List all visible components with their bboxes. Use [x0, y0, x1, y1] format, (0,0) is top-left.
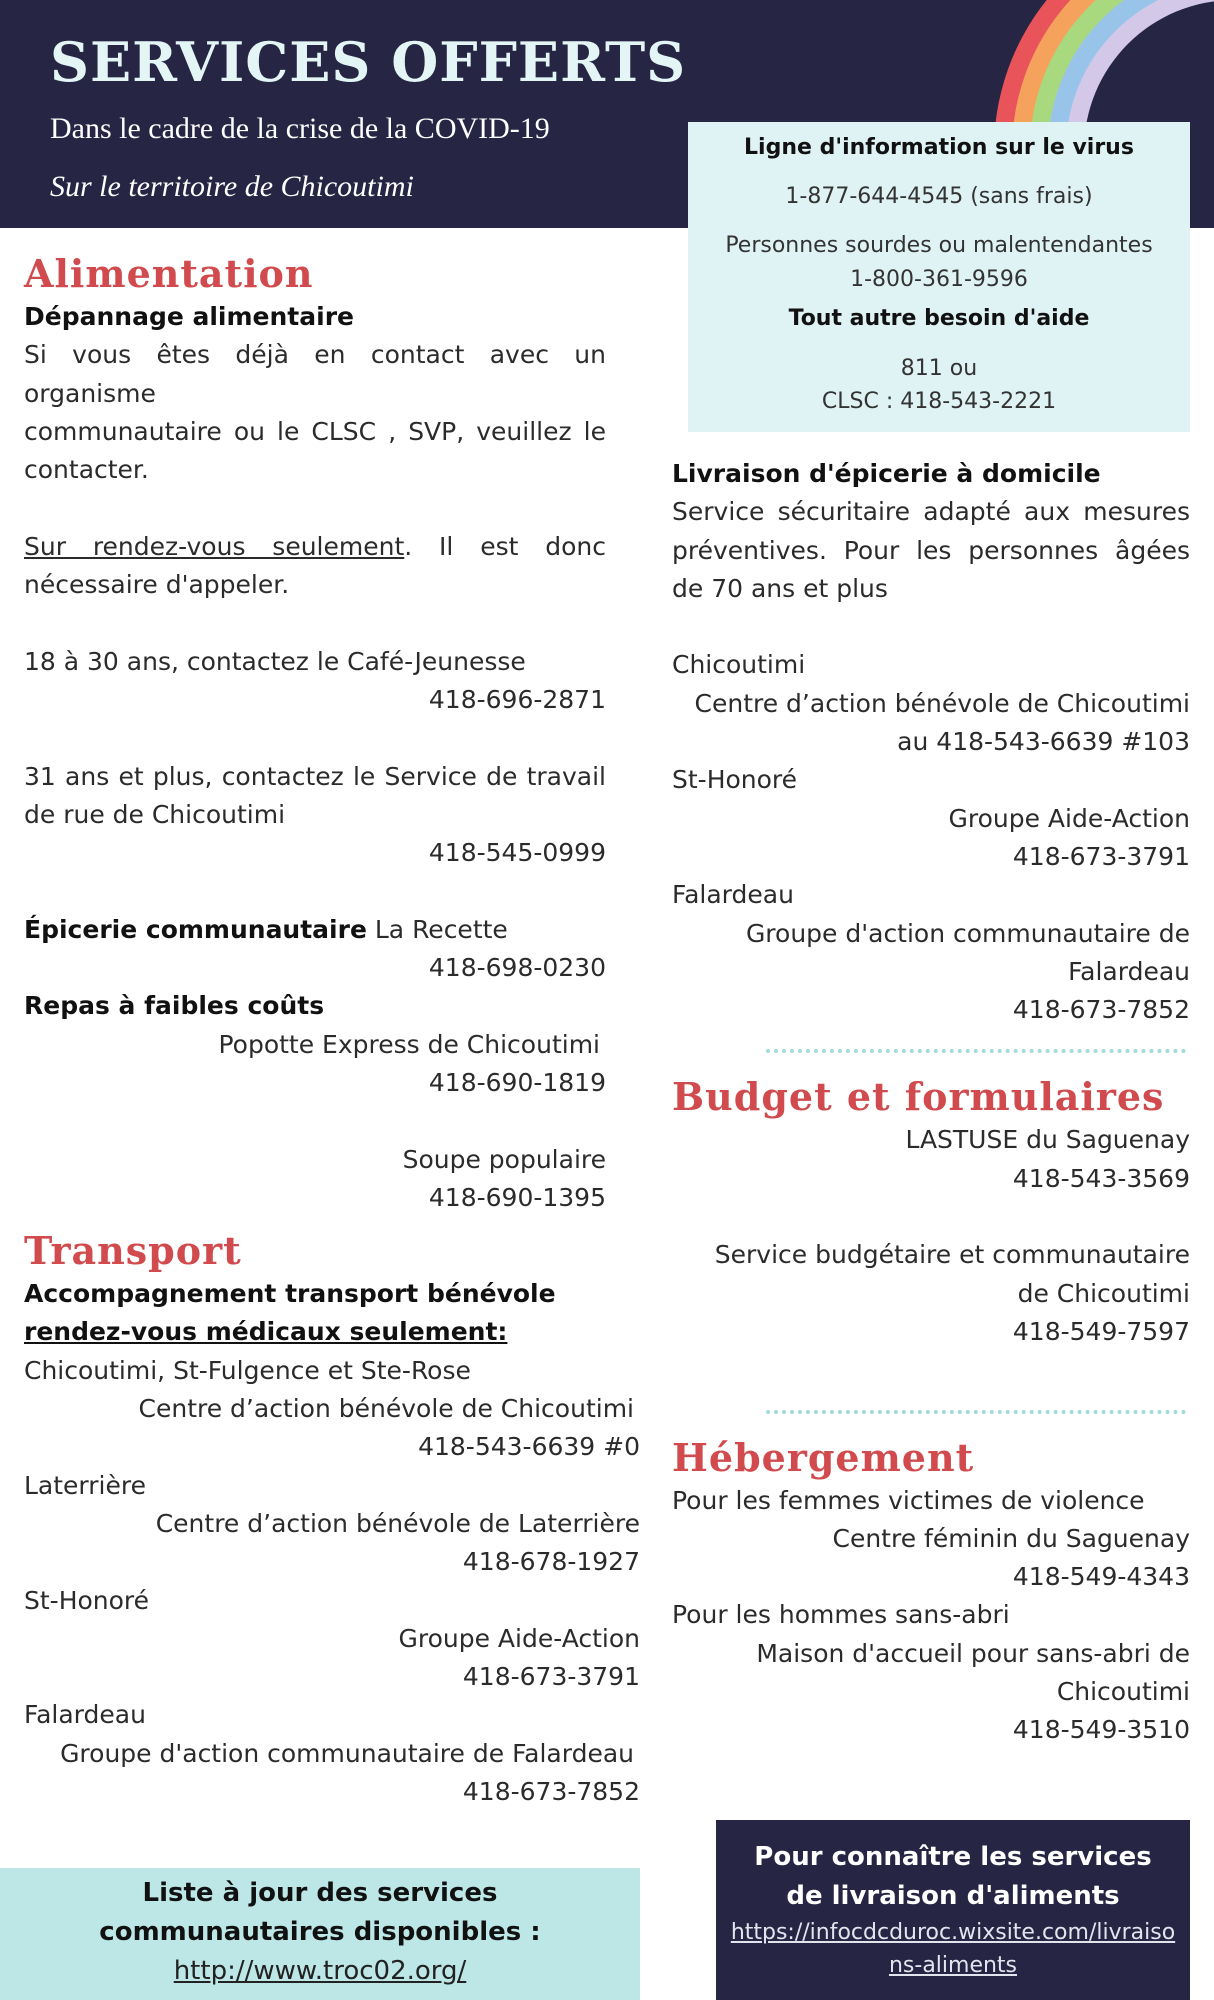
men-org: Maison d'accueil pour sans-abri de Chicoutimi: [756, 1638, 1190, 1707]
dotted-divider: [766, 1410, 1186, 1414]
youth-contact-phone: 418-696-2871: [428, 684, 606, 714]
section-heading-alimentation: Alimentation: [24, 251, 314, 296]
appointment-only-text: Sur rendez-vous seulement: [24, 531, 405, 561]
page-title: SERVICES OFFERTS: [50, 30, 687, 94]
rainbow-illustration: [974, 0, 1214, 125]
footer-left-title: Liste à jour des services communautaires disponibles :: [99, 1878, 541, 1947]
transport-phone: 418-543-6639 #0: [418, 1432, 640, 1462]
transport-place: Chicoutimi, St-Fulgence et Ste-Rose: [24, 1355, 471, 1385]
section-heading-hebergement: Hébergement: [672, 1434, 975, 1480]
page-subtitle: Dans le cadre de la crise de la COVID-19: [50, 112, 550, 145]
epicerie-phone: 418-698-0230: [428, 953, 606, 983]
epicerie-label: Épicerie communautaire: [24, 914, 367, 944]
youth-contact-text: 18 à 30 ans, contactez le Café-Jeunesse: [24, 646, 526, 676]
women-org: Centre féminin du Saguenay: [832, 1523, 1190, 1553]
footer-community-list: [0, 1868, 640, 2000]
budget-org-1: LASTUSE du Saguenay: [905, 1125, 1190, 1155]
transport-phone: 418-673-7852: [462, 1776, 640, 1806]
transport-title: Accompagnement transport bénévole: [24, 1279, 556, 1309]
rainbow-icon: [974, 0, 1214, 125]
livraison-org-falardeau: Groupe d'action communautaire de Falardeau: [745, 918, 1190, 986]
budget-org-2: Service budgétaire et communautaire de Chicoutimi: [714, 1240, 1190, 1308]
transport-subtitle: rendez-vous médicaux seulement:: [24, 1317, 508, 1347]
livraison-phone-st-honore: 418-673-3791: [1012, 841, 1190, 871]
epicerie-name: La Recette: [366, 914, 508, 944]
women-phone: 418-549-4343: [1012, 1562, 1190, 1592]
virus-line-phone: 1-877-644-4545 (sans frais): [785, 184, 1093, 209]
territory-subtitle: Sur le territoire de Chicoutimi: [50, 170, 414, 203]
livraison-phone-chicoutimi: au 418-543-6639 #103: [897, 727, 1190, 757]
budget-phone-2: 418-549-7597: [1012, 1316, 1190, 1346]
repas-title: Repas à faibles coûts: [24, 991, 325, 1021]
section-heading-budget: Budget et formulaires: [672, 1074, 1165, 1120]
transport-item: [24, 1352, 640, 1467]
footer-delivery-info: [716, 1820, 1190, 2000]
transport-org: Centre d’action bénévole de Chicoutimi: [138, 1394, 634, 1424]
livraison-org-st-honore: Groupe Aide-Action: [948, 803, 1190, 833]
popotte-phone: 418-690-1819: [428, 1067, 606, 1097]
dotted-divider: [766, 1049, 1186, 1053]
livraison-org-chicoutimi: Centre d’action bénévole de Chicoutimi: [694, 688, 1190, 718]
livraison-place-st-honore: St-Honoré: [672, 765, 798, 795]
troc-link[interactable]: http://www.troc02.org/: [173, 1956, 467, 1986]
section-heading-transport: Transport: [24, 1228, 242, 1274]
transport-phone: 418-673-3791: [462, 1662, 640, 1692]
other-help-line2: CLSC : 418-543-2221: [821, 389, 1057, 414]
left-column: [24, 250, 640, 1811]
deaf-line-label: Personnes sourdes ou malentendantes: [725, 233, 1153, 258]
depannage-title: Dépannage alimentaire: [24, 302, 354, 331]
men-phone: 418-549-3510: [1012, 1715, 1190, 1745]
transport-org: Groupe d'action communautaire de Falardeau: [60, 1738, 634, 1768]
transport-item: [24, 1582, 640, 1697]
depannage-intro-2: communautaire ou le CLSC , SVP, veuillez le contacter.: [24, 416, 606, 485]
appointment-note: [24, 528, 606, 605]
delivery-link[interactable]: https://infocdcduroc.wixsite.com/livraisons-aliments: [730, 1920, 1176, 1978]
transport-place: St-Honoré: [24, 1585, 150, 1615]
epicerie-line: [24, 911, 606, 949]
livraison-place-falardeau: Falardeau: [672, 880, 794, 910]
livraison-title: Livraison d'épicerie à domicile: [672, 459, 1101, 488]
soupe-phone: 418-690-1395: [428, 1182, 606, 1212]
transport-phone: 418-678-1927: [462, 1547, 640, 1577]
transport-org: Centre d’action bénévole de Laterrière: [155, 1508, 640, 1538]
transport-item: [24, 1696, 640, 1811]
adult-contact-text: 31 ans et plus, contactez le Service de travail de rue de Chicoutimi: [24, 761, 606, 829]
soupe-name: Soupe populaire: [402, 1144, 606, 1174]
livraison-description: Service sécuritaire adapté aux mesures préventives. Pour les personnes âgées de 70 ans et plus: [672, 497, 1190, 603]
transport-list: [24, 1352, 640, 1812]
other-help-line1: 811 ou: [900, 356, 978, 381]
livraison-phone-falardeau: 418-673-7852: [1012, 995, 1190, 1025]
depannage-intro-1: Si vous êtes déjà en contact avec un organisme: [24, 340, 606, 408]
deaf-line-phone: 1-800-361-9596: [850, 267, 1028, 292]
transport-place: Laterrière: [24, 1470, 146, 1500]
appointment-note-rest: . Il est donc nécessaire d'appeler.: [24, 531, 606, 600]
footer-right-title: Pour connaître les services de livraison d'aliments: [754, 1842, 1152, 1911]
transport-org: Groupe Aide-Action: [398, 1623, 640, 1653]
women-label: Pour les femmes victimes de violence: [672, 1485, 1145, 1515]
other-help-title: Tout autre besoin d'aide: [788, 306, 1090, 331]
right-column: [672, 455, 1190, 1750]
livraison-place-chicoutimi: Chicoutimi: [672, 650, 806, 680]
transport-place: Falardeau: [24, 1700, 146, 1730]
transport-item: [24, 1467, 640, 1582]
budget-phone-1: 418-543-3569: [1012, 1163, 1190, 1193]
info-box: [688, 122, 1190, 432]
adult-contact-phone: 418-545-0999: [428, 838, 606, 868]
popotte-name: Popotte Express de Chicoutimi: [218, 1029, 600, 1059]
virus-line-title: Ligne d'information sur le virus: [744, 135, 1134, 160]
men-label: Pour les hommes sans-abri: [672, 1600, 1010, 1630]
